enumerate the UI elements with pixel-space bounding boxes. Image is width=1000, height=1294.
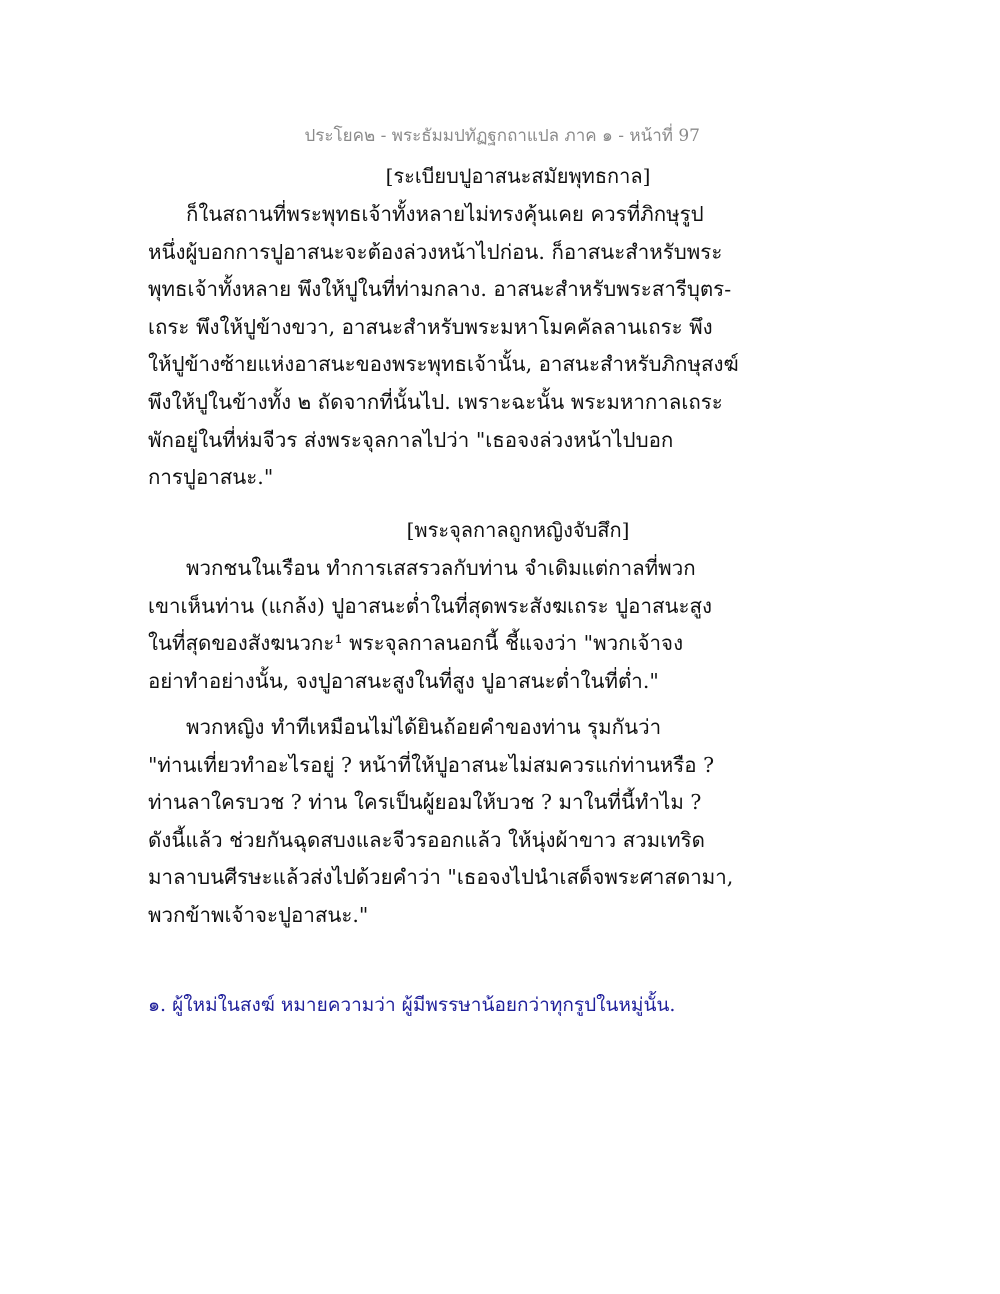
- paragraph-line: ให้ปูข้างซ้ายแห่งอาสนะของพระพุทธเจ้านั้น, อาสนะสำหรับภิกษุสงฆ์: [148, 352, 739, 377]
- paragraph-line: พุทธเจ้าทั้งหลาย พึงให้ปูในที่ท่ามกลาง. อาสนะสำหรับพระสารีบุตร-: [148, 277, 732, 302]
- paragraph-line: พักอยู่ในที่ห่มจีวร ส่งพระจุลกาลไปว่า "เธอจงล่วงหน้าไปบอก: [148, 427, 674, 452]
- paragraph-line: อย่าทำอย่างนั้น, จงปูอาสนะสูงในที่สูง ปูอาสนะต่ำในที่ต่ำ.": [148, 668, 659, 693]
- paragraph-line: มาลาบนศีรษะแล้วส่งไปด้วยคำว่า "เธอจงไปนำเสด็จพระศาสดามา,: [148, 865, 734, 890]
- paragraph-line: ท่านลาใครบวช ? ท่าน ใครเป็นผู้ยอมให้บวช ? มาในที่นี้ทำไม ?: [148, 790, 702, 815]
- paragraph-line: เขาเห็นท่าน (แกล้ง) ปูอาสนะต่ำในที่สุดพระสังฆเถระ ปูอาสนะสูง: [148, 593, 713, 618]
- footnote: ๑. ผู้ใหม่ในสงฆ์ หมายความว่า ผู้มีพรรษาน้อยกว่าทุกรูปในหมู่นั้น.: [148, 994, 676, 1016]
- paragraph-line: พวกหญิง ทำทีเหมือนไม่ได้ยินถ้อยคำของท่าน รุมกันว่า: [186, 715, 662, 739]
- paragraph-line: ดังนี้แล้ว ช่วยกันฉุดสบงและจีวรออกแล้ว ให้นุ่งผ้าขาว สวมเทริด: [148, 827, 705, 852]
- section-heading-culakala-disrobed: [พระจุลกาลถูกหญิงจับสึก]: [406, 518, 630, 542]
- paragraph-women-surround: [148, 709, 734, 935]
- paragraph-line: ในที่สุดของสังฆนวกะ¹ พระจุลกาลนอกนี้ ชี้แจงว่า "พวกเจ้าจง: [148, 631, 684, 656]
- section-heading-seat-arrangement: [ระเบียบปูอาสนะสมัยพุทธกาล]: [385, 164, 651, 188]
- paragraph-line: พึงให้ปูในข้างทั้ง ๒ ถัดจากที่นั้นไป. เพราะฉะนั้น พระมหากาลเถระ: [148, 389, 723, 414]
- paragraph-line: ก็ในสถานที่พระพุทธเจ้าทั้งหลายไม่ทรงคุ้นเคย ควรที่ภิกษุรูป: [186, 202, 704, 226]
- paragraph-household-jest: [148, 550, 713, 700]
- paragraph-line: การปูอาสนะ.": [148, 465, 274, 490]
- paragraph-line: เถระ พึงให้ปูข้างขวา, อาสนะสำหรับพระมหาโมคคัลลานเถระ พึง: [148, 314, 713, 339]
- paragraph-line: หนึ่งผู้บอกการปูอาสนะจะต้องล่วงหน้าไปก่อน. ก็อาสนะสำหรับพระ: [148, 239, 723, 264]
- paragraph-line: พวกชนในเรือน ทำการเสสรวลกับท่าน จำเดิมแต่กาลที่พวก: [186, 556, 696, 580]
- paragraph-seat-arrangement: [148, 196, 739, 497]
- running-header: ประโยค๒ - พระธัมมปทัฏฐกถาแปล ภาค ๑ - หน้าที่ 97: [304, 126, 700, 146]
- paragraph-line: พวกข้าพเจ้าจะปูอาสนะ.": [148, 902, 369, 927]
- paragraph-line: "ท่านเที่ยวทำอะไรอยู่ ? หน้าที่ให้ปูอาสนะไม่สมควรแก่ท่านหรือ ?: [148, 752, 715, 777]
